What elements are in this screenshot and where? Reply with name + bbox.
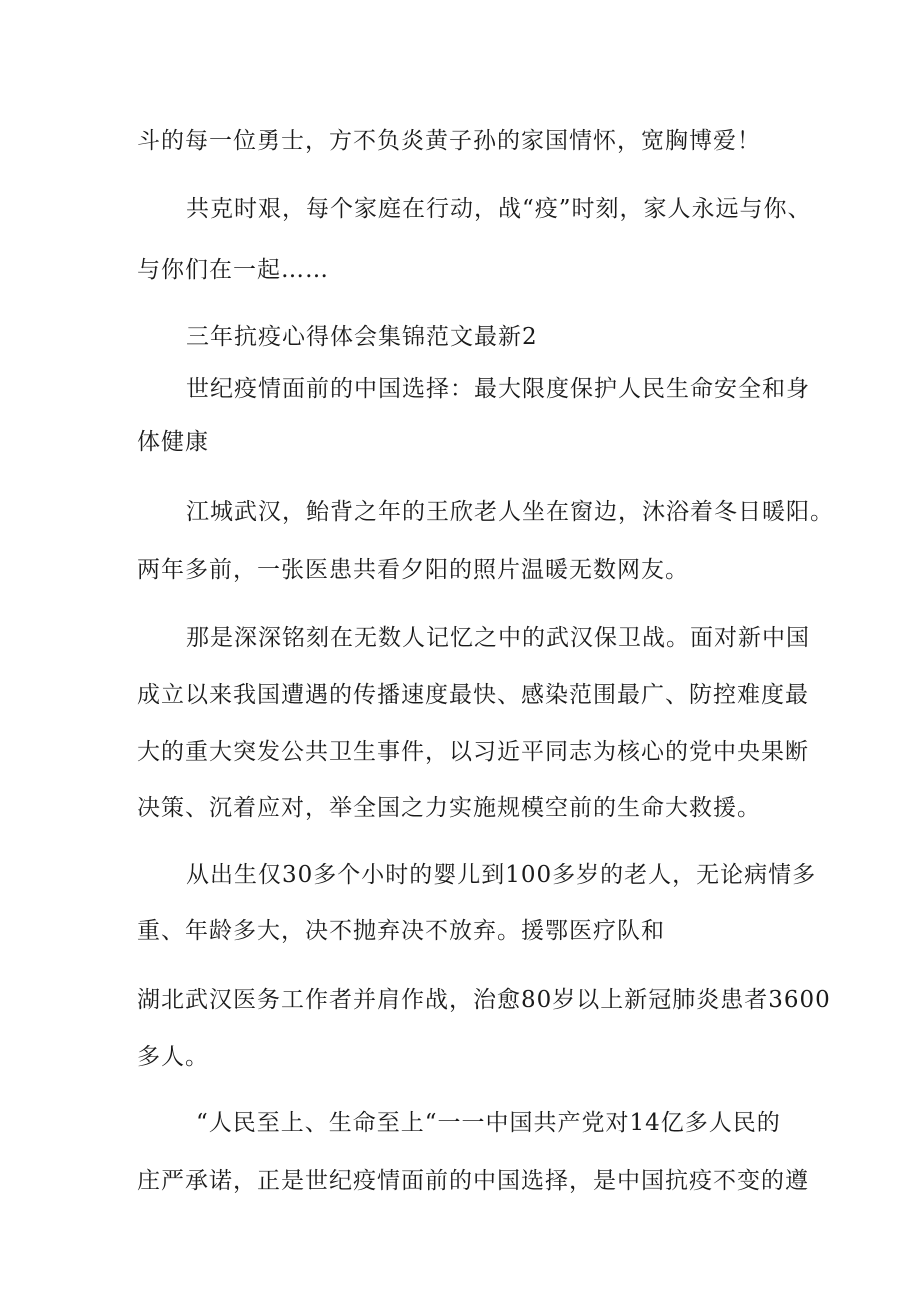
text-line: 重、年龄多大，决不抛弃决不放弃。援鄂医疗队和: [137, 918, 665, 944]
text-line: 湖北武汉医务工作者并肩作战，治愈80岁以上新冠肺炎患者3600: [137, 987, 831, 1013]
text-line: 从出生仅30多个小时的婴儿到100多岁的老人，无论病情多: [186, 862, 817, 888]
text-line: 体健康: [137, 429, 209, 455]
text-line: 那是深深铭刻在无数人记忆之中的武汉保卫战。面对新中国: [186, 625, 810, 651]
section-heading: 三年抗疫心得体会集锦范文最新2: [186, 324, 538, 350]
text-line: 世纪疫情面前的中国选择：最大限度保护人民生命安全和身: [186, 376, 810, 402]
text-line: 两年多前，一张医患共看夕阳的照片温暖无数网友。: [137, 557, 689, 583]
text-line: 江城武汉，鲐背之年的王欣老人坐在窗边，沐浴着冬日暖阳。: [186, 499, 834, 525]
text-line: 多人。: [137, 1044, 209, 1070]
text-line: 成立以来我国遭遇的传播速度最快、感染范围最广、防控难度最: [137, 682, 809, 708]
text-line: 决策、沉着应对，举全国之力实施规模空前的生命大救援。: [137, 795, 761, 821]
text-line: 与你们在一起……: [137, 257, 329, 283]
text-line: 庄严承诺，正是世纪疫情面前的中国选择，是中国抗疫不变的遵: [137, 1168, 809, 1194]
text-line: 共克时艰，每个家庭在行动，战“疫”时刻，家人永远与你、: [186, 196, 812, 222]
text-line: “人民至上、生命至上“一一中国共产党对14亿多人民的: [196, 1110, 781, 1136]
text-line: 大的重大突发公共卫生事件，以习近平同志为核心的党中央果断: [137, 739, 809, 765]
text-line: 斗的每一位勇士，方不负炎黄子孙的家国情怀，宽胸博爱！: [137, 128, 761, 154]
